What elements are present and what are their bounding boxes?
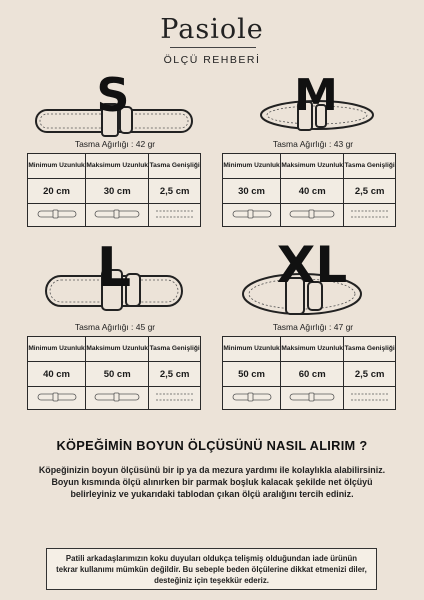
- size-letter-s: S: [96, 68, 130, 122]
- size-letter-l: L: [96, 236, 132, 299]
- header-max: Maksimum Uzunluk: [281, 337, 344, 362]
- header-max: Maksimum Uzunluk: [86, 337, 149, 362]
- size-letter-m: M: [294, 70, 338, 121]
- collar-small-icon: [232, 209, 272, 219]
- header-min: Minimum Uzunluk: [28, 154, 86, 179]
- page-subtitle: ÖLÇÜ REHBERİ: [163, 54, 261, 66]
- max-value: 50 cm: [86, 362, 149, 387]
- min-value: 20 cm: [28, 179, 86, 204]
- size-letter-xl: XL: [276, 236, 348, 294]
- collar-small-icon: [94, 392, 140, 402]
- brand-underline: [170, 47, 256, 48]
- width-value: 2,5 cm: [149, 179, 201, 204]
- band-icon: [350, 209, 390, 219]
- collar-small-icon: [289, 392, 335, 402]
- header-width: Tasma Genişliği: [344, 154, 396, 179]
- header-max: Maksimum Uzunluk: [86, 154, 149, 179]
- collar-small-icon: [232, 392, 272, 402]
- header-min: Minimum Uzunluk: [223, 337, 281, 362]
- size-table-m: [222, 153, 396, 227]
- weight-label-m: Tasma Ağırlığı : 43 gr: [272, 139, 354, 149]
- header-min: Minimum Uzunluk: [223, 154, 281, 179]
- collar-small-icon: [289, 209, 335, 219]
- howto-title: KÖPEĞİMİN BOYUN ÖLÇÜSÜNÜ NASIL ALIRIM ?: [56, 438, 368, 453]
- header-width: Tasma Genişliği: [344, 337, 396, 362]
- howto-text: Köpeğinizin boyun ölçüsünü bir ip ya da mezura yardımı ile kolaylıkla alabilirsiniz. Boyun kısmında ölçü alınırken bir parmak boşluk kalacak şekilde net ölçüyü belirleyiniz ve yukarıdaki tablodan çıkan ölçü aralığını tercih ediniz.: [38, 465, 386, 499]
- band-icon: [155, 392, 195, 402]
- weight-label-s: Tasma Ağırlığı : 42 gr: [74, 139, 156, 149]
- brand-logo: Pasiole: [160, 14, 264, 45]
- weight-label-l: Tasma Ağırlığı : 45 gr: [74, 322, 156, 332]
- width-value: 2,5 cm: [344, 362, 396, 387]
- collar-small-icon: [37, 209, 77, 219]
- header-width: Tasma Genişliği: [149, 337, 201, 362]
- width-value: 2,5 cm: [344, 179, 396, 204]
- notice-box: Patili arkadaşlarımızın koku duyuları oldukça telişmiş olduğundan iade ürünün tekrar kullanımı mümkün değildir. Bu sebeple beden ölçülerine dikkat etmenizi diler, desteğiniz için teşekkür ederiz.: [46, 548, 377, 590]
- collar-small-icon: [37, 392, 77, 402]
- header-max: Maksimum Uzunluk: [281, 154, 344, 179]
- min-value: 40 cm: [28, 362, 86, 387]
- weight-label-xl: Tasma Ağırlığı : 47 gr: [272, 322, 354, 332]
- min-value: 30 cm: [223, 179, 281, 204]
- header-width: Tasma Genişliği: [149, 154, 201, 179]
- size-table-l: [27, 336, 201, 410]
- size-table-xl: [222, 336, 396, 410]
- band-icon: [155, 209, 195, 219]
- size-table-s: [27, 153, 201, 227]
- header-min: Minimum Uzunluk: [28, 337, 86, 362]
- band-icon: [350, 392, 390, 402]
- width-value: 2,5 cm: [149, 362, 201, 387]
- max-value: 30 cm: [86, 179, 149, 204]
- collar-small-icon: [94, 209, 140, 219]
- max-value: 60 cm: [281, 362, 344, 387]
- max-value: 40 cm: [281, 179, 344, 204]
- min-value: 50 cm: [223, 362, 281, 387]
